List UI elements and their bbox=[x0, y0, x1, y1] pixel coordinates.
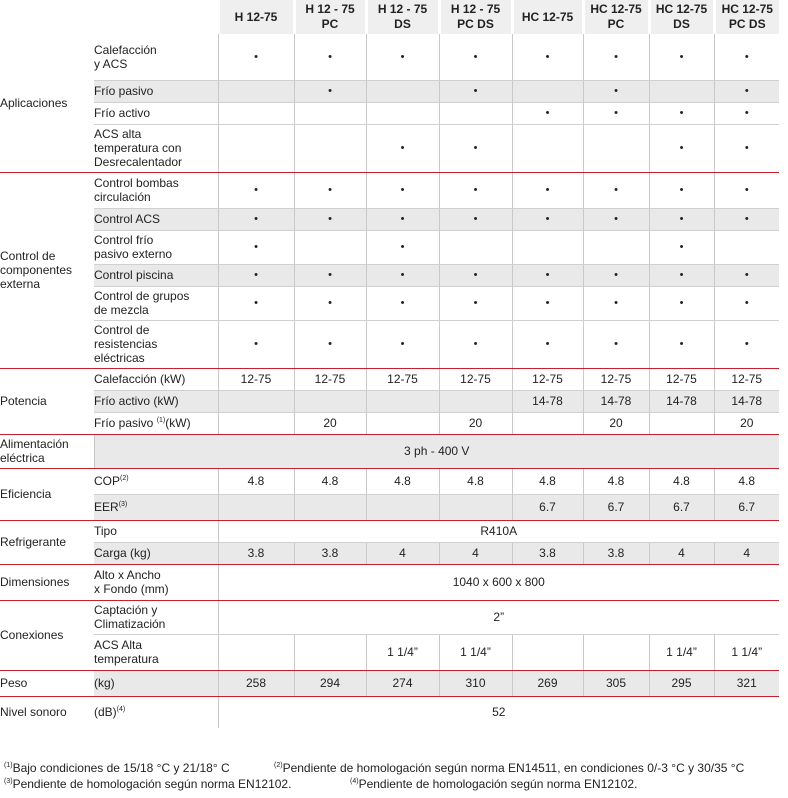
value-cell: 310 bbox=[439, 670, 512, 696]
value-cell: 6.7 bbox=[649, 494, 714, 520]
row-label-line: Control de grupos bbox=[94, 289, 190, 303]
header-empty-cell bbox=[94, 0, 218, 34]
row-label bbox=[94, 670, 218, 696]
category-line: Control de bbox=[0, 249, 56, 263]
row-label bbox=[94, 80, 218, 102]
footnote-3-text: Pendiente de homologación según norma EN12102. bbox=[12, 777, 292, 791]
row-label-line: (dB) bbox=[94, 705, 117, 720]
row-label-line: ACS Alta bbox=[94, 638, 143, 652]
feature-dot: • bbox=[366, 172, 439, 208]
value-cell: 295 bbox=[649, 670, 714, 696]
row-label-line: y ACS bbox=[94, 56, 128, 71]
value-cell: 20 bbox=[294, 412, 366, 434]
row-label-line: ACS alta bbox=[94, 127, 142, 141]
value-cell: 6.7 bbox=[714, 494, 779, 520]
table-row bbox=[0, 80, 779, 102]
row-label-line: resistencias bbox=[94, 337, 158, 351]
feature-dot: • bbox=[649, 208, 714, 230]
value-cell bbox=[294, 124, 366, 172]
category-line: componentes bbox=[0, 263, 73, 277]
feature-dot: • bbox=[714, 208, 779, 230]
row-label-line: Calefacción (kW) bbox=[94, 372, 186, 386]
value-cell: 1 1/4” bbox=[649, 634, 714, 670]
feature-dot: • bbox=[439, 208, 512, 230]
row-label-line: (kg) bbox=[94, 676, 115, 690]
feature-dot: • bbox=[366, 208, 439, 230]
feature-dot: • bbox=[439, 264, 512, 286]
value-cell: 4.8 bbox=[366, 468, 439, 494]
footnote-1 bbox=[4, 760, 230, 776]
value-cell: 20 bbox=[714, 412, 779, 434]
model-header-line: HC 12-75 bbox=[590, 2, 642, 16]
feature-dot: • bbox=[218, 230, 294, 264]
category-line: Eficiencia bbox=[0, 487, 52, 501]
value-cell bbox=[218, 494, 294, 520]
footnote-marker: (4) bbox=[116, 706, 126, 714]
model-header-line: H 12-75 bbox=[234, 9, 278, 24]
feature-dot: • bbox=[583, 208, 649, 230]
feature-dot: • bbox=[512, 208, 583, 230]
feature-dot: • bbox=[714, 124, 779, 172]
row-label-line: (kW) bbox=[165, 416, 191, 430]
feature-dot: • bbox=[439, 172, 512, 208]
model-header bbox=[714, 0, 779, 34]
header-row bbox=[0, 0, 779, 34]
feature-dot: • bbox=[294, 264, 366, 286]
model-header-line: HC 12-75 bbox=[521, 9, 574, 24]
value-cell bbox=[512, 124, 583, 172]
table-row bbox=[0, 172, 779, 208]
value-cell bbox=[583, 124, 649, 172]
value-cell bbox=[583, 230, 649, 264]
model-header-line: PC DS bbox=[457, 17, 494, 31]
row-label bbox=[94, 468, 218, 494]
value-cell: 6.7 bbox=[512, 494, 583, 520]
feature-dot: • bbox=[649, 102, 714, 124]
value-cell: 20 bbox=[583, 412, 649, 434]
feature-dot: • bbox=[714, 80, 779, 102]
category-label bbox=[0, 172, 94, 368]
table-row bbox=[0, 520, 779, 542]
model-header bbox=[218, 0, 294, 34]
row-label-line: Tipo bbox=[94, 524, 117, 538]
feature-dot: • bbox=[218, 208, 294, 230]
value-cell bbox=[294, 494, 366, 520]
row-label bbox=[94, 102, 218, 124]
model-header bbox=[366, 0, 439, 34]
table-row bbox=[0, 34, 779, 80]
value-cell bbox=[649, 80, 714, 102]
value-cell: 12-75 bbox=[439, 368, 512, 390]
value-cell: 12-75 bbox=[294, 368, 366, 390]
value-cell: 14-78 bbox=[512, 390, 583, 412]
feature-dot: • bbox=[294, 208, 366, 230]
model-header bbox=[294, 0, 366, 34]
value-cell bbox=[218, 102, 294, 124]
model-header-line: DS bbox=[673, 17, 690, 31]
feature-dot: • bbox=[583, 286, 649, 320]
value-cell: 3.8 bbox=[512, 542, 583, 564]
row-label-line: Control bombas bbox=[94, 176, 179, 190]
value-cell: 14-78 bbox=[583, 390, 649, 412]
table-row bbox=[0, 600, 779, 634]
feature-dot: • bbox=[294, 320, 366, 368]
category-line: Peso bbox=[0, 676, 28, 690]
row-label bbox=[94, 124, 218, 172]
feature-dot: • bbox=[649, 124, 714, 172]
model-header-line: PC bbox=[607, 17, 625, 31]
feature-dot: • bbox=[294, 80, 366, 102]
table-header bbox=[0, 0, 779, 34]
value-cell: 14-78 bbox=[649, 390, 714, 412]
value-cell bbox=[218, 80, 294, 102]
feature-dot: • bbox=[512, 286, 583, 320]
feature-dot: • bbox=[439, 80, 512, 102]
feature-dot: • bbox=[439, 124, 512, 172]
row-label-line: circulación bbox=[94, 190, 151, 204]
footnote-1-marker: (1) bbox=[4, 762, 13, 769]
row-label-line: Frío activo bbox=[94, 106, 151, 120]
row-label-line: Frío pasivo bbox=[94, 416, 157, 430]
table-row bbox=[0, 412, 779, 434]
feature-dot: • bbox=[583, 80, 649, 102]
table-row bbox=[0, 102, 779, 124]
row-label-line: Calefacción bbox=[94, 42, 157, 57]
feature-dot: • bbox=[649, 264, 714, 286]
category-label bbox=[0, 600, 94, 670]
row-label bbox=[94, 634, 218, 670]
row-label-line: Control frío bbox=[94, 233, 154, 247]
footnote-marker: (2) bbox=[120, 475, 129, 482]
category-label bbox=[0, 564, 94, 600]
value-cell: 1 1/4” bbox=[714, 634, 779, 670]
row-label-line: de mezcla bbox=[94, 303, 149, 317]
spanning-value: 1040 x 600 x 800 bbox=[218, 564, 779, 600]
value-cell bbox=[649, 412, 714, 434]
spanning-value: 3 ph - 400 V bbox=[94, 434, 779, 468]
value-cell bbox=[512, 80, 583, 102]
footnote-4-text: Pendiente de homologación según norma EN12102. bbox=[358, 777, 638, 791]
value-cell bbox=[294, 102, 366, 124]
model-header-line: H 12 - 75 bbox=[450, 2, 501, 16]
row-label bbox=[94, 368, 218, 390]
feature-dot: • bbox=[294, 172, 366, 208]
row-label bbox=[94, 320, 218, 368]
value-cell: 14-78 bbox=[714, 390, 779, 412]
table-row bbox=[0, 264, 779, 286]
row-label bbox=[94, 542, 218, 564]
table-row bbox=[0, 368, 779, 390]
row-label-line: Captación y bbox=[94, 603, 158, 617]
row-label-line: Climatización bbox=[94, 617, 166, 631]
category-label bbox=[0, 34, 94, 172]
category-line: Dimensiones bbox=[0, 575, 70, 589]
footnote-4-marker: (4) bbox=[350, 778, 359, 785]
value-cell bbox=[218, 390, 294, 412]
table-body bbox=[0, 34, 779, 728]
footnote-3 bbox=[4, 776, 291, 792]
category-label bbox=[0, 520, 94, 564]
table-row bbox=[0, 208, 779, 230]
row-label bbox=[94, 696, 218, 728]
header-empty-cell bbox=[0, 0, 94, 34]
row-label bbox=[94, 264, 218, 286]
row-label bbox=[94, 520, 218, 542]
table-row bbox=[0, 564, 779, 600]
row-label-line: Control piscina bbox=[94, 268, 174, 282]
feature-dot: • bbox=[366, 264, 439, 286]
table-row bbox=[0, 124, 779, 172]
value-cell: 12-75 bbox=[583, 368, 649, 390]
row-label-line: x Fondo (mm) bbox=[94, 582, 169, 596]
feature-dot: • bbox=[583, 102, 649, 124]
table-row bbox=[0, 494, 779, 520]
value-cell: 269 bbox=[512, 670, 583, 696]
value-cell: 3.8 bbox=[218, 542, 294, 564]
feature-dot: • bbox=[649, 230, 714, 264]
value-cell: 4.8 bbox=[439, 468, 512, 494]
value-cell: 305 bbox=[583, 670, 649, 696]
row-label bbox=[94, 208, 218, 230]
row-label bbox=[94, 286, 218, 320]
model-header bbox=[649, 0, 714, 34]
footnote-marker: (1) bbox=[156, 417, 166, 424]
value-cell bbox=[714, 230, 779, 264]
value-cell bbox=[366, 102, 439, 124]
feature-dot: • bbox=[439, 34, 512, 80]
feature-dot: • bbox=[218, 320, 294, 368]
value-cell bbox=[366, 494, 439, 520]
row-label bbox=[94, 412, 218, 434]
row-label-line: Carga (kg) bbox=[94, 546, 151, 560]
category-line: Refrigerante bbox=[0, 535, 67, 549]
spanning-value: R410A bbox=[218, 520, 779, 542]
footnote-4 bbox=[350, 776, 637, 792]
value-cell: 4.8 bbox=[218, 468, 294, 494]
table-row bbox=[0, 434, 779, 468]
feature-dot: • bbox=[649, 320, 714, 368]
value-cell: 1 1/4” bbox=[439, 634, 512, 670]
category-line: externa bbox=[0, 277, 41, 291]
feature-dot: • bbox=[512, 264, 583, 286]
feature-dot: • bbox=[294, 34, 366, 80]
value-cell: 294 bbox=[294, 670, 366, 696]
model-header-line: HC 12-75 bbox=[655, 2, 708, 16]
feature-dot: • bbox=[714, 102, 779, 124]
model-header-line: PC DS bbox=[728, 17, 766, 31]
value-cell: 20 bbox=[439, 412, 512, 434]
feature-dot: • bbox=[714, 286, 779, 320]
row-label-line: EER bbox=[94, 500, 119, 514]
value-cell bbox=[512, 412, 583, 434]
feature-dot: • bbox=[583, 264, 649, 286]
value-cell bbox=[218, 124, 294, 172]
row-label-line: Desrecalentador bbox=[94, 155, 183, 169]
row-label bbox=[94, 34, 218, 80]
footnote-marker: (3) bbox=[118, 501, 128, 508]
value-cell: 6.7 bbox=[583, 494, 649, 520]
category-label bbox=[0, 368, 94, 434]
category-label bbox=[0, 670, 94, 696]
value-cell bbox=[512, 230, 583, 264]
footnote-2-text: Pendiente de homologación según norma EN14511, en condiciones 0/-3 °C y 30/35 °C bbox=[282, 761, 745, 775]
row-label-line: COP bbox=[94, 474, 121, 488]
value-cell: 321 bbox=[714, 670, 779, 696]
table-row bbox=[0, 320, 779, 368]
row-label-line: Control de bbox=[94, 323, 150, 337]
value-cell: 12-75 bbox=[218, 368, 294, 390]
value-cell: 1 1/4” bbox=[366, 634, 439, 670]
model-header-line: H 12 - 75 bbox=[305, 2, 355, 16]
feature-dot: • bbox=[512, 34, 583, 80]
value-cell bbox=[439, 102, 512, 124]
category-line: Aplicaciones bbox=[0, 95, 68, 110]
row-label-line: Frío pasivo bbox=[94, 84, 154, 98]
model-header-line: PC bbox=[321, 17, 339, 31]
row-label bbox=[94, 172, 218, 208]
category-label bbox=[0, 696, 94, 728]
model-header-line: DS bbox=[394, 17, 411, 31]
value-cell bbox=[583, 634, 649, 670]
row-label bbox=[94, 230, 218, 264]
row-label bbox=[94, 494, 218, 520]
model-header bbox=[512, 0, 583, 34]
table-row bbox=[0, 696, 779, 728]
feature-dot: • bbox=[649, 172, 714, 208]
value-cell: 4.8 bbox=[294, 468, 366, 494]
model-header-line: H 12 - 75 bbox=[377, 2, 428, 16]
footnote-2-marker: (2) bbox=[274, 762, 283, 769]
model-header bbox=[583, 0, 649, 34]
value-cell bbox=[218, 412, 294, 434]
table-row bbox=[0, 542, 779, 564]
feature-dot: • bbox=[714, 320, 779, 368]
value-cell: 12-75 bbox=[714, 368, 779, 390]
feature-dot: • bbox=[366, 230, 439, 264]
footnote-2 bbox=[274, 760, 744, 776]
feature-dot: • bbox=[439, 320, 512, 368]
value-cell: 258 bbox=[218, 670, 294, 696]
feature-dot: • bbox=[649, 34, 714, 80]
spanning-value: 52 bbox=[218, 696, 779, 728]
value-cell: 4 bbox=[649, 542, 714, 564]
feature-dot: • bbox=[218, 34, 294, 80]
footnote-3-marker: (3) bbox=[4, 778, 13, 785]
category-line: Nivel sonoro bbox=[0, 705, 67, 720]
feature-dot: • bbox=[583, 34, 649, 80]
feature-dot: • bbox=[218, 172, 294, 208]
feature-dot: • bbox=[439, 286, 512, 320]
row-label-line: pasivo externo bbox=[94, 247, 173, 261]
feature-dot: • bbox=[218, 286, 294, 320]
category-line: eléctrica bbox=[0, 451, 45, 465]
value-cell bbox=[294, 634, 366, 670]
value-cell: 12-75 bbox=[512, 368, 583, 390]
value-cell: 4 bbox=[714, 542, 779, 564]
row-label-line: temperatura con bbox=[94, 141, 182, 155]
value-cell: 3.8 bbox=[294, 542, 366, 564]
value-cell: 4 bbox=[366, 542, 439, 564]
row-label bbox=[94, 564, 218, 600]
value-cell: 12-75 bbox=[649, 368, 714, 390]
value-cell bbox=[366, 390, 439, 412]
value-cell: 12-75 bbox=[366, 368, 439, 390]
value-cell: 4.8 bbox=[583, 468, 649, 494]
feature-dot: • bbox=[366, 124, 439, 172]
feature-dot: • bbox=[366, 320, 439, 368]
value-cell bbox=[439, 494, 512, 520]
value-cell bbox=[294, 230, 366, 264]
value-cell bbox=[294, 390, 366, 412]
feature-dot: • bbox=[512, 102, 583, 124]
row-label-line: temperatura bbox=[94, 652, 159, 666]
row-label-line: Control ACS bbox=[94, 212, 161, 226]
value-cell: 4 bbox=[439, 542, 512, 564]
value-cell: 4.8 bbox=[714, 468, 779, 494]
feature-dot: • bbox=[218, 264, 294, 286]
model-header-line: HC 12-75 bbox=[721, 2, 773, 16]
feature-dot: • bbox=[512, 172, 583, 208]
table-row bbox=[0, 670, 779, 696]
value-cell: 4.8 bbox=[649, 468, 714, 494]
category-label bbox=[0, 434, 94, 468]
value-cell bbox=[512, 634, 583, 670]
row-label-line: Alto x Ancho bbox=[94, 568, 161, 582]
table-row bbox=[0, 230, 779, 264]
value-cell bbox=[218, 634, 294, 670]
value-cell bbox=[366, 80, 439, 102]
row-label bbox=[94, 600, 218, 634]
feature-dot: • bbox=[714, 172, 779, 208]
value-cell bbox=[366, 412, 439, 434]
feature-dot: • bbox=[294, 286, 366, 320]
category-label bbox=[0, 468, 94, 520]
value-cell bbox=[439, 390, 512, 412]
feature-dot: • bbox=[583, 320, 649, 368]
row-label-line: eléctricas bbox=[94, 351, 145, 365]
value-cell bbox=[439, 230, 512, 264]
value-cell: 274 bbox=[366, 670, 439, 696]
feature-dot: • bbox=[714, 264, 779, 286]
feature-dot: • bbox=[649, 286, 714, 320]
table-row bbox=[0, 468, 779, 494]
feature-dot: • bbox=[714, 34, 779, 80]
value-cell: 3.8 bbox=[583, 542, 649, 564]
table-row bbox=[0, 286, 779, 320]
model-header bbox=[439, 0, 512, 34]
value-cell: 4.8 bbox=[512, 468, 583, 494]
feature-dot: • bbox=[512, 320, 583, 368]
spanning-value: 2” bbox=[218, 600, 779, 634]
footnote-1-text: Bajo condiciones de 15/18 °C y 21/18° C bbox=[12, 761, 230, 775]
feature-dot: • bbox=[366, 34, 439, 80]
category-line: Alimentación bbox=[0, 437, 69, 451]
feature-dot: • bbox=[366, 286, 439, 320]
row-label bbox=[94, 390, 218, 412]
table-row bbox=[0, 390, 779, 412]
category-line: Potencia bbox=[0, 394, 47, 408]
table-row bbox=[0, 634, 779, 670]
feature-dot: • bbox=[583, 172, 649, 208]
row-label-line: Frío activo (kW) bbox=[94, 394, 179, 408]
category-line: Conexiones bbox=[0, 628, 64, 642]
